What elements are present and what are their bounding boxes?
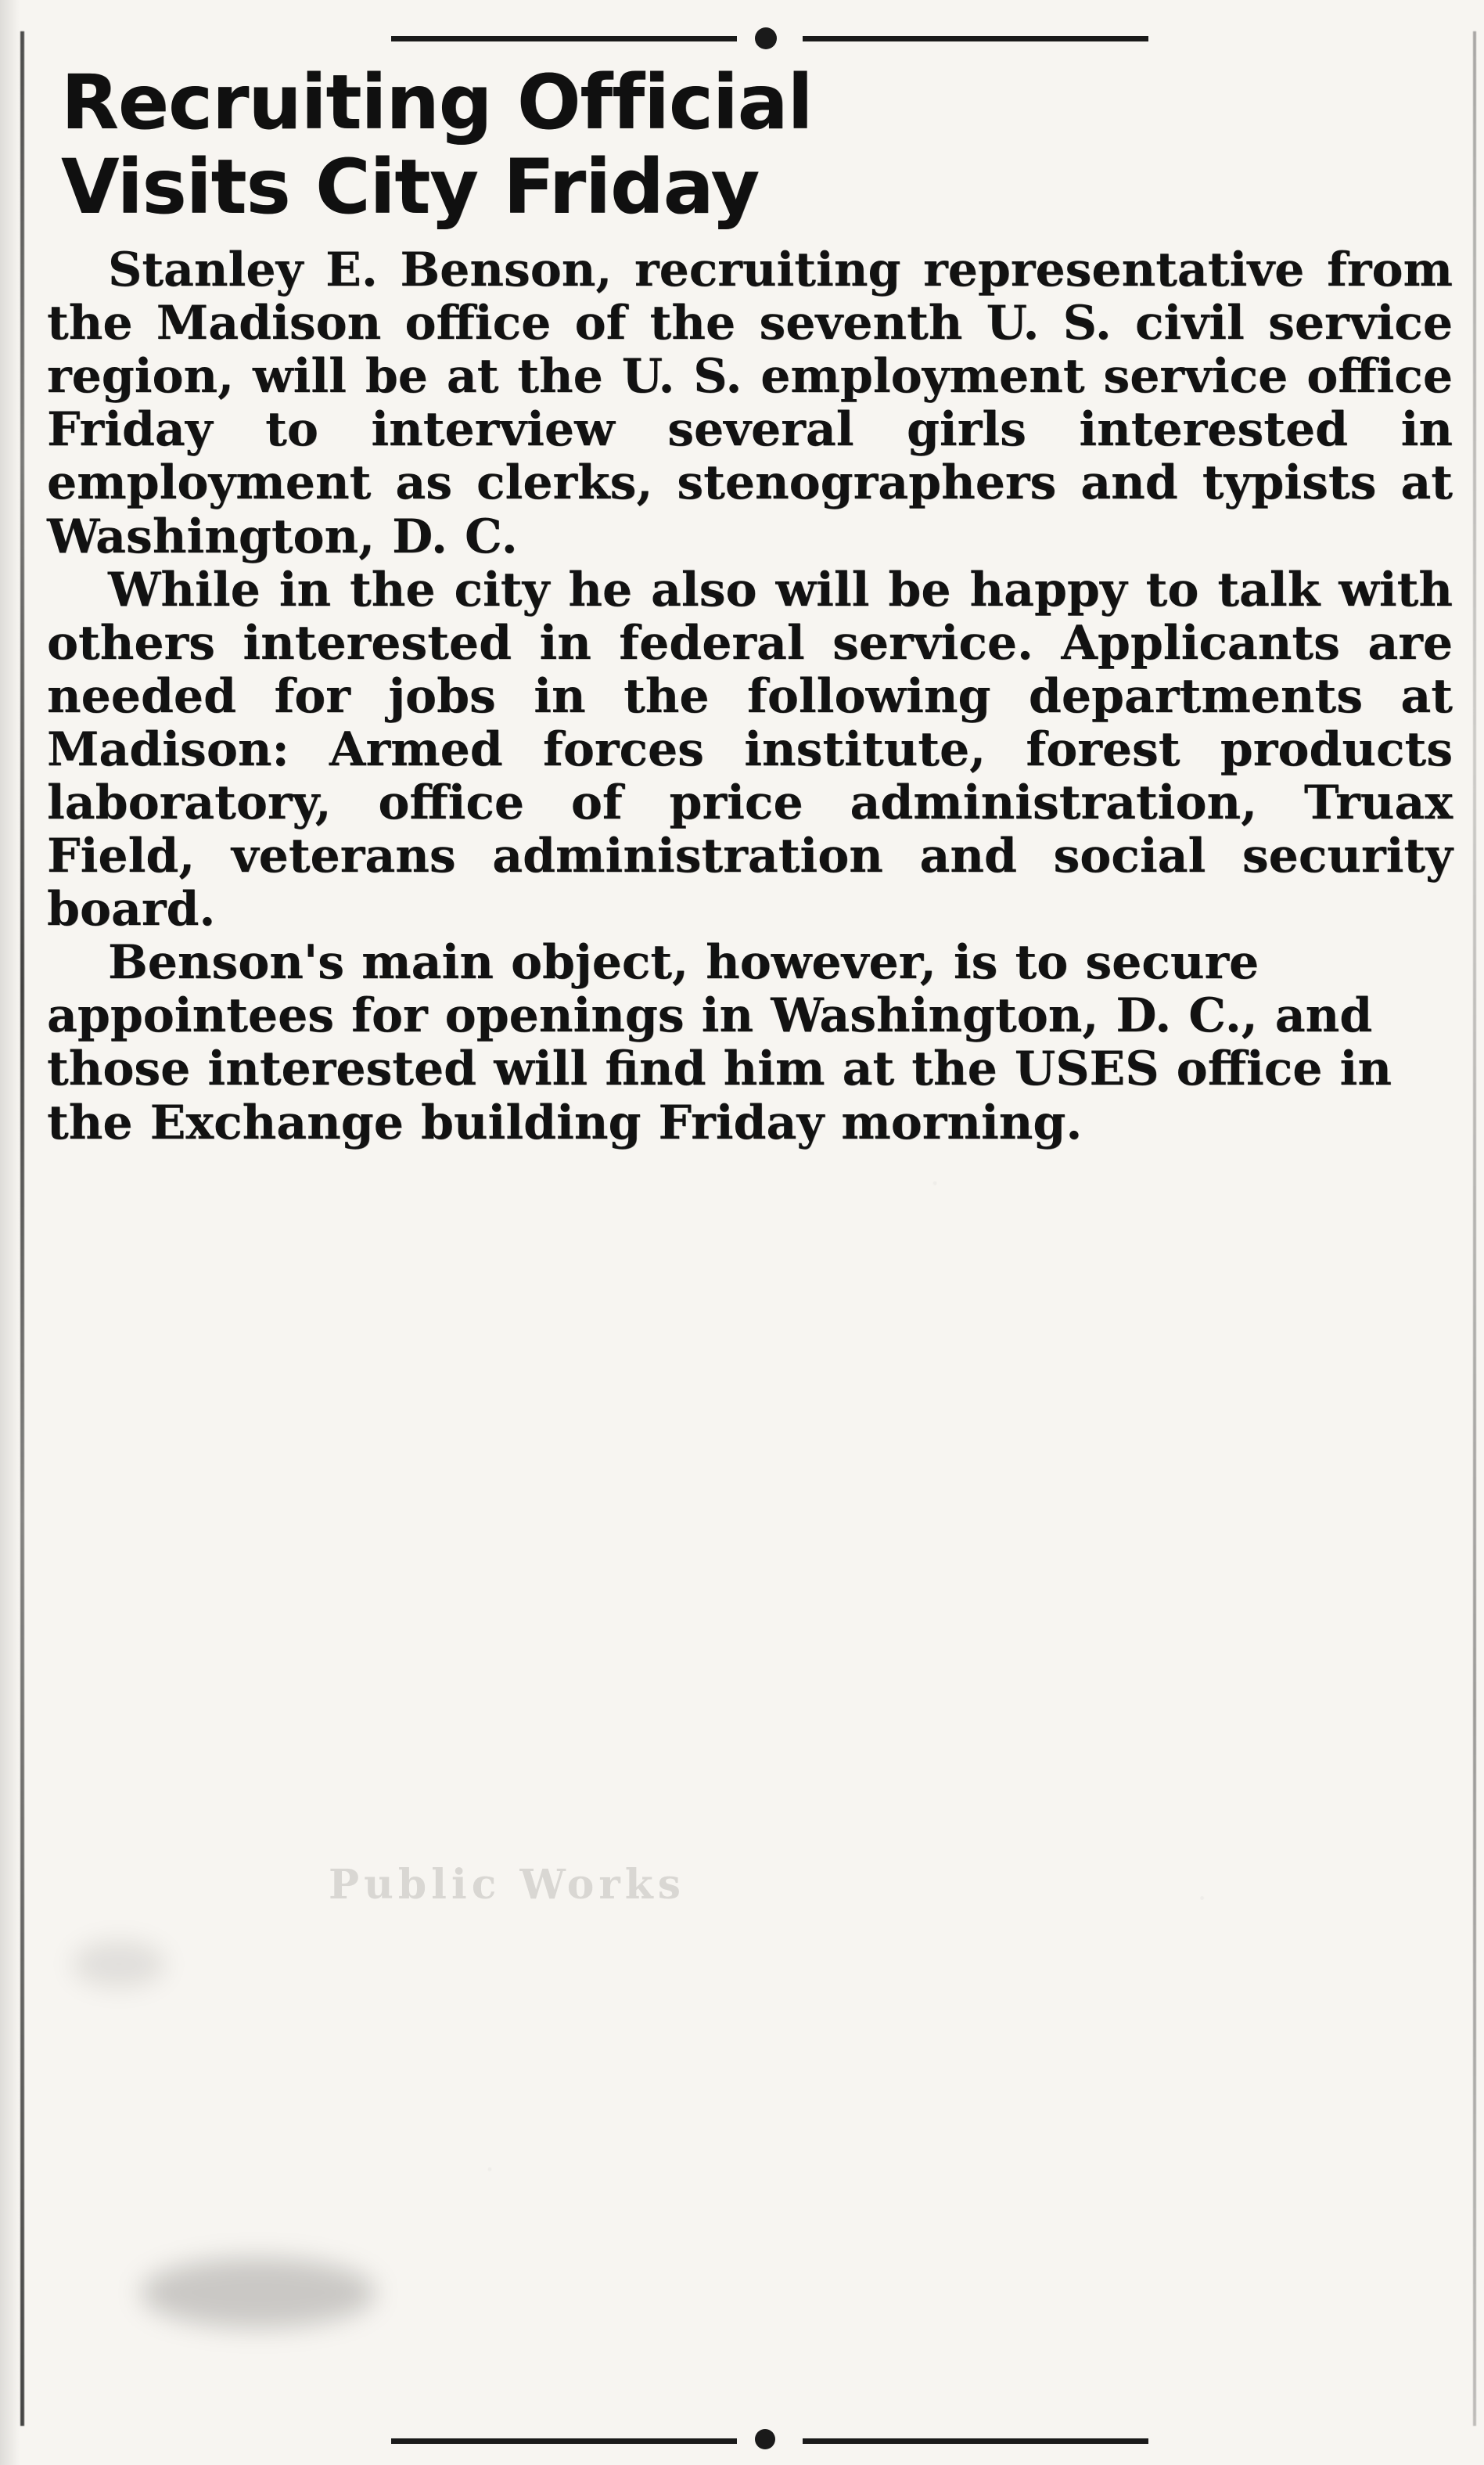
top-divider-bar-left bbox=[391, 36, 737, 41]
headline-line-1: Recruiting Official bbox=[61, 59, 813, 146]
column-rule-left bbox=[20, 31, 24, 2426]
top-divider-ornament bbox=[47, 14, 1453, 61]
scan-edge-shadow bbox=[0, 0, 20, 2465]
bottom-divider-dot bbox=[755, 2429, 775, 2449]
article-headline bbox=[61, 61, 1453, 229]
article-paragraph: Benson's main object, however, is to secure appointees for openings in Washington, D. C., and those interested will find him at the USES office in the Exchange building Friday morning. bbox=[47, 935, 1392, 1150]
top-divider-dot bbox=[755, 27, 777, 49]
article-body bbox=[47, 243, 1453, 1150]
article-column bbox=[47, 0, 1453, 2465]
bleed-through-artifact: Public Works bbox=[329, 1861, 686, 1909]
bottom-divider-bar-left bbox=[391, 2438, 737, 2444]
article-paragraph: Stanley E. Benson, recruiting representative from the Madison office of the seventh U. S. civil service region, will be at the U. S. employment service office Friday to interview several girls interested in employment as clerks, stenographers and typists at Washington, D. C. bbox=[47, 243, 1453, 564]
bottom-divider-ornament bbox=[47, 2412, 1453, 2451]
article-paragraph: While in the city he also will be happy to talk with others interested in federal service. Applicants are needed for jobs in the following departments at Madison: Armed forces institute, forest products laboratory, office of price administration, Truax Field, veterans administration and social security board. bbox=[47, 562, 1453, 937]
top-divider-bar-right bbox=[803, 36, 1148, 41]
headline-line-2: Visits City Friday bbox=[61, 142, 760, 231]
bottom-divider-bar-right bbox=[803, 2438, 1148, 2444]
column-rule-right bbox=[1473, 31, 1476, 2426]
